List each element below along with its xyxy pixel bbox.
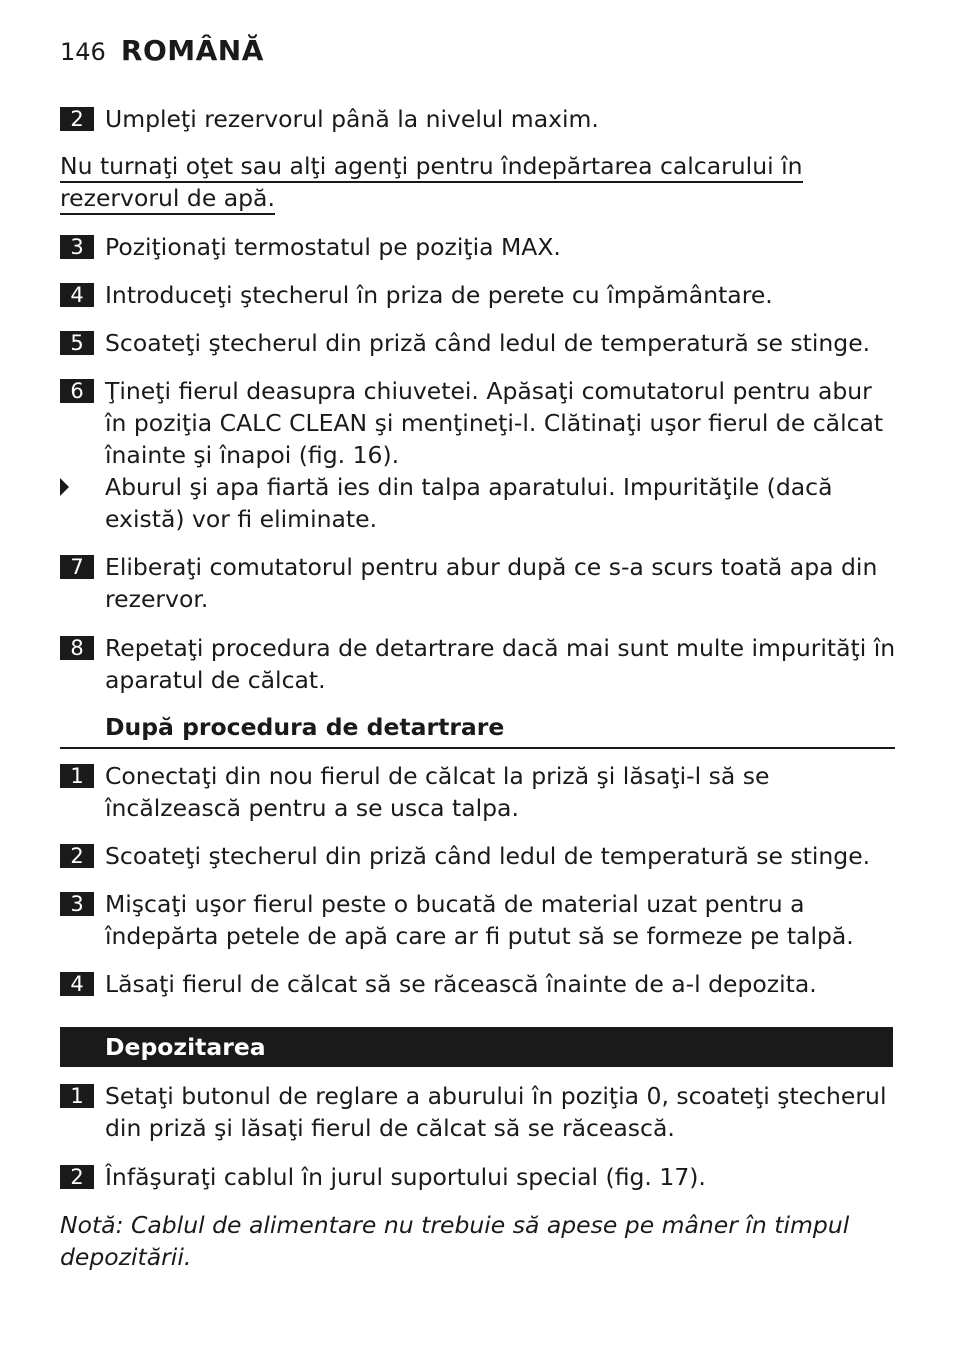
- page-number: 146: [60, 38, 106, 66]
- step-release-switch: [60, 551, 896, 615]
- section-banner-storage: [60, 1027, 893, 1067]
- after-step-wipe: [60, 888, 896, 952]
- step-number-badge: 2: [60, 107, 94, 131]
- step-number-badge: 4: [60, 283, 94, 307]
- step-text: Mişcaţi uşor fierul peste o bucată de material uzat pentru a îndepărta petele de apă care ar fi putut să se formeze pe talpă.: [105, 890, 854, 950]
- step-fill-reservoir: [60, 103, 896, 135]
- step-number-badge: 8: [60, 636, 94, 660]
- bullet-text: Aburul şi apa fiartă ies din talpa aparatului. Impurităţile (dacă există) vor fi eliminate.: [105, 473, 833, 533]
- after-step-reconnect: [60, 760, 896, 824]
- step-number-badge: 1: [60, 764, 94, 788]
- step-set-thermostat: [60, 231, 896, 263]
- step-text: Poziţionaţi termostatul pe poziţia MAX.: [105, 233, 561, 261]
- step-number-badge: 4: [60, 972, 94, 996]
- step-number-badge: 6: [60, 379, 94, 403]
- step-text: Repetaţi procedura de detartrare dacă mai sunt multe impurităţi în aparatul de călcat.: [105, 634, 896, 694]
- storage-step-wind-cord: [60, 1161, 896, 1193]
- language-title: ROMÂNĂ: [120, 34, 264, 67]
- step-text: Umpleţi rezervorul până la nivelul maxim.: [105, 105, 599, 133]
- warning-underlined: Nu turnaţi oţet sau alţi agenţi pentru îndepărtarea calcarului în rezervorul de apă.: [60, 152, 803, 215]
- step-number-badge: 2: [60, 1165, 94, 1189]
- after-step-unplug: [60, 840, 896, 872]
- section-title: Depozitarea: [105, 1033, 266, 1061]
- section-title: După procedura de detartrare: [105, 713, 505, 741]
- step-text: Scoateţi ştecherul din priză când ledul de temperatură se stinge.: [105, 329, 871, 357]
- step-text: Conectaţi din nou fierul de călcat la priză şi lăsaţi-l să se încălzească pentru a se usca talpa.: [105, 762, 770, 822]
- bullet-arrow-icon: [60, 478, 69, 496]
- step-number-badge: 1: [60, 1084, 94, 1108]
- step-text: Introduceţi ştecherul în priza de perete cu împământare.: [105, 281, 773, 309]
- step-number-badge: 2: [60, 844, 94, 868]
- step-number-badge: 3: [60, 892, 94, 916]
- step-calc-clean: [60, 375, 896, 471]
- step-text: Eliberaţi comutatorul pentru abur după ce s-a scurs toată apa din rezervor.: [105, 553, 878, 613]
- page-header: [60, 34, 264, 67]
- step-text: Lăsaţi fierul de călcat să se răcească înainte de a-l depozita.: [105, 970, 817, 998]
- step-text: Înfăşuraţi cablul în jurul suportului special (fig. 17).: [105, 1163, 706, 1191]
- step-number-badge: 7: [60, 555, 94, 579]
- bullet-note-item: [60, 471, 896, 535]
- step-number-badge: 3: [60, 235, 94, 259]
- warning-text: [60, 150, 900, 214]
- section-heading-after-descaling: [60, 711, 895, 749]
- step-repeat-procedure: [60, 632, 896, 696]
- step-text: Scoateţi ştecherul din priză când ledul de temperatură se stinge.: [105, 842, 871, 870]
- step-text: Setaţi butonul de reglare a aburului în poziţia 0, scoateţi ştecherul din priză şi lăsaţi fierul de călcat să se răcească.: [105, 1082, 887, 1142]
- step-unplug: [60, 327, 896, 359]
- step-text: Ţineţi fierul deasupra chiuvetei. Apăsaţi comutatorul pentru abur în poziţia CALC CLEAN şi menţineţi-l. Clătinaţi uşor fierul de călcat înainte şi înapoi (fig. 16).: [105, 377, 884, 469]
- note-text: Notă: Cablul de alimentare nu trebuie să apese pe mâner în timpul depozitării.: [60, 1211, 850, 1271]
- step-insert-plug: [60, 279, 896, 311]
- step-number-badge: 5: [60, 331, 94, 355]
- storage-step-steam-zero: [60, 1080, 896, 1144]
- after-step-cool: [60, 968, 896, 1000]
